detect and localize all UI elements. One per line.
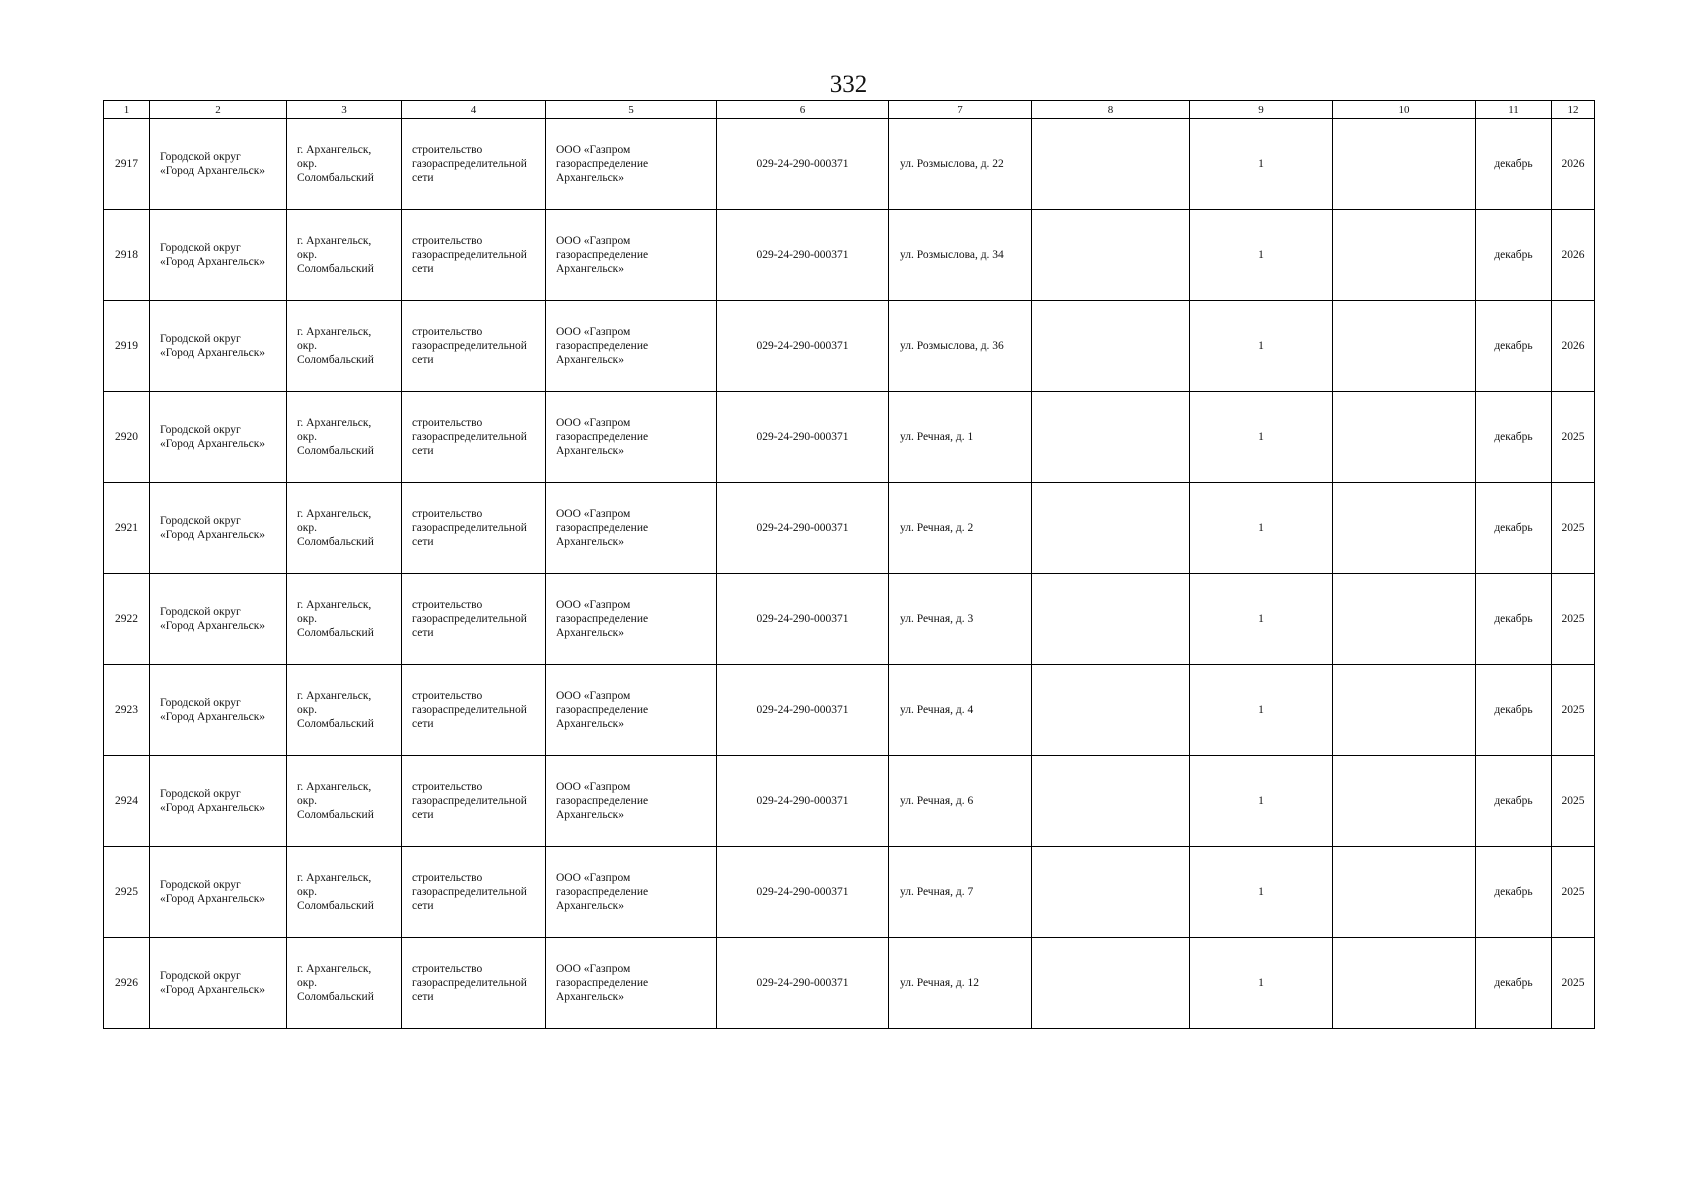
address-cell: ул. Речная, д. 3 — [889, 574, 1032, 665]
month-cell: декабрь — [1476, 392, 1552, 483]
cell-line: Архангельск» — [556, 627, 625, 639]
cell-line: окр. — [297, 886, 317, 898]
locality-cell — [287, 847, 402, 938]
cell-line: газораспределение — [556, 158, 649, 170]
cell-line: газораспределительной — [412, 340, 527, 352]
column-10-cell — [1333, 756, 1476, 847]
cell-line: «Город Архангельск» — [160, 620, 266, 632]
cell-line: окр. — [297, 249, 317, 261]
year-cell: 2026 — [1552, 119, 1595, 210]
row-number: 2922 — [104, 574, 150, 665]
organization-cell — [546, 938, 717, 1029]
address-cell: ул. Розмыслова, д. 34 — [889, 210, 1032, 301]
work-type-cell — [402, 756, 546, 847]
project-code-cell: 029-24-290-000371 — [717, 665, 889, 756]
table-row — [104, 847, 1595, 938]
cell-line: сети — [412, 900, 434, 912]
project-code-cell: 029-24-290-000371 — [717, 756, 889, 847]
cell-line: ООО «Газпром — [556, 690, 631, 702]
cell-line: г. Архангельск, — [297, 326, 372, 338]
cell-line: ООО «Газпром — [556, 781, 631, 793]
cell-line: Соломбальский — [297, 263, 374, 275]
cell-line: «Город Архангельск» — [160, 984, 266, 996]
cell-line: Соломбальский — [297, 718, 374, 730]
year-cell: 2026 — [1552, 210, 1595, 301]
cell-line: «Город Архангельск» — [160, 438, 266, 450]
cell-line: «Город Архангельск» — [160, 347, 266, 359]
locality-cell — [287, 756, 402, 847]
cell-line: сети — [412, 354, 434, 366]
year-cell: 2025 — [1552, 847, 1595, 938]
organization-cell — [546, 119, 717, 210]
column-10-cell — [1333, 392, 1476, 483]
cell-line: Архангельск» — [556, 900, 625, 912]
cell-line: газораспределительной — [412, 977, 527, 989]
row-number: 2917 — [104, 119, 150, 210]
work-type-cell — [402, 938, 546, 1029]
column-10-cell — [1333, 483, 1476, 574]
project-code-cell: 029-24-290-000371 — [717, 574, 889, 665]
locality-cell — [287, 210, 402, 301]
cell-line: Архангельск» — [556, 809, 625, 821]
quantity-cell: 1 — [1190, 574, 1333, 665]
cell-line: «Город Архангельск» — [160, 256, 266, 268]
month-cell: декабрь — [1476, 665, 1552, 756]
year-cell: 2025 — [1552, 574, 1595, 665]
cell-line: ООО «Газпром — [556, 417, 631, 429]
cell-line: окр. — [297, 522, 317, 534]
row-number: 2920 — [104, 392, 150, 483]
quantity-cell: 1 — [1190, 210, 1333, 301]
page-number: 332 — [829, 71, 868, 98]
year-cell: 2025 — [1552, 938, 1595, 1029]
cell-line: газораспределение — [556, 249, 649, 261]
cell-line: Городской округ — [160, 515, 241, 527]
quantity-cell: 1 — [1190, 847, 1333, 938]
locality-cell — [287, 938, 402, 1029]
column-10-cell — [1333, 847, 1476, 938]
cell-line: Соломбальский — [297, 354, 374, 366]
locality-cell — [287, 574, 402, 665]
column-number: 12 — [1552, 101, 1595, 119]
column-10-cell — [1333, 665, 1476, 756]
month-cell: декабрь — [1476, 938, 1552, 1029]
column-8-cell — [1032, 756, 1190, 847]
cell-line: строительство — [412, 508, 483, 520]
month-cell: декабрь — [1476, 210, 1552, 301]
column-8-cell — [1032, 119, 1190, 210]
organization-cell — [546, 756, 717, 847]
cell-line: ООО «Газпром — [556, 872, 631, 884]
cell-line: газораспределение — [556, 886, 649, 898]
project-code-cell: 029-24-290-000371 — [717, 847, 889, 938]
cell-line: г. Архангельск, — [297, 508, 372, 520]
cell-line: Городской округ — [160, 424, 241, 436]
cell-line: строительство — [412, 872, 483, 884]
column-number: 11 — [1476, 101, 1552, 119]
cell-line: Архангельск» — [556, 718, 625, 730]
municipality-cell — [150, 392, 287, 483]
cell-line: строительство — [412, 599, 483, 611]
row-number: 2925 — [104, 847, 150, 938]
cell-line: «Город Архангельск» — [160, 165, 266, 177]
cell-line: Городской округ — [160, 788, 241, 800]
project-code-cell: 029-24-290-000371 — [717, 119, 889, 210]
table-row — [104, 119, 1595, 210]
cell-line: строительство — [412, 326, 483, 338]
cell-line: ООО «Газпром — [556, 144, 631, 156]
organization-cell — [546, 847, 717, 938]
work-type-cell — [402, 301, 546, 392]
project-code-cell: 029-24-290-000371 — [717, 938, 889, 1029]
column-number: 5 — [546, 101, 717, 119]
cell-line: строительство — [412, 781, 483, 793]
year-cell: 2025 — [1552, 483, 1595, 574]
cell-line: Городской округ — [160, 970, 241, 982]
cell-line: г. Архангельск, — [297, 235, 372, 247]
cell-line: строительство — [412, 144, 483, 156]
table-row — [104, 756, 1595, 847]
column-number: 1 — [104, 101, 150, 119]
table-row — [104, 938, 1595, 1029]
month-cell: декабрь — [1476, 301, 1552, 392]
row-number: 2919 — [104, 301, 150, 392]
cell-line: сети — [412, 627, 434, 639]
cell-line: г. Архангельск, — [297, 781, 372, 793]
column-8-cell — [1032, 574, 1190, 665]
cell-line: «Город Архангельск» — [160, 893, 266, 905]
cell-line: газораспределение — [556, 795, 649, 807]
cell-line: ООО «Газпром — [556, 508, 631, 520]
table-row — [104, 301, 1595, 392]
table-row — [104, 483, 1595, 574]
column-8-cell — [1032, 847, 1190, 938]
organization-cell — [546, 210, 717, 301]
address-cell: ул. Розмыслова, д. 36 — [889, 301, 1032, 392]
month-cell: декабрь — [1476, 119, 1552, 210]
year-cell: 2025 — [1552, 756, 1595, 847]
column-8-cell — [1032, 665, 1190, 756]
cell-line: г. Архангельск, — [297, 144, 372, 156]
cell-line: сети — [412, 809, 434, 821]
column-10-cell — [1333, 574, 1476, 665]
cell-line: Соломбальский — [297, 809, 374, 821]
project-code-cell: 029-24-290-000371 — [717, 392, 889, 483]
organization-cell — [546, 301, 717, 392]
address-cell: ул. Речная, д. 2 — [889, 483, 1032, 574]
cell-line: г. Архангельск, — [297, 690, 372, 702]
cell-line: г. Архангельск, — [297, 872, 372, 884]
cell-line: Соломбальский — [297, 172, 374, 184]
organization-cell — [546, 483, 717, 574]
cell-line: Городской округ — [160, 879, 241, 891]
column-10-cell — [1333, 938, 1476, 1029]
locality-cell — [287, 665, 402, 756]
work-type-cell — [402, 119, 546, 210]
column-10-cell — [1333, 210, 1476, 301]
cell-line: Городской округ — [160, 151, 241, 163]
cell-line: «Город Архангельск» — [160, 529, 266, 541]
work-type-cell — [402, 392, 546, 483]
month-cell: декабрь — [1476, 574, 1552, 665]
year-cell: 2026 — [1552, 301, 1595, 392]
column-number: 3 — [287, 101, 402, 119]
cell-line: газораспределительной — [412, 522, 527, 534]
address-cell: ул. Речная, д. 6 — [889, 756, 1032, 847]
cell-line: газораспределительной — [412, 886, 527, 898]
municipality-cell — [150, 574, 287, 665]
table-row — [104, 210, 1595, 301]
cell-line: Архангельск» — [556, 354, 625, 366]
month-cell: декабрь — [1476, 756, 1552, 847]
cell-line: газораспределительной — [412, 158, 527, 170]
work-type-cell — [402, 574, 546, 665]
municipality-cell — [150, 210, 287, 301]
cell-line: газораспределение — [556, 977, 649, 989]
work-type-cell — [402, 847, 546, 938]
cell-line: Архангельск» — [556, 536, 625, 548]
municipality-cell — [150, 665, 287, 756]
cell-line: газораспределение — [556, 613, 649, 625]
cell-line: Архангельск» — [556, 991, 625, 1003]
municipality-cell — [150, 301, 287, 392]
table-row — [104, 574, 1595, 665]
municipality-cell — [150, 756, 287, 847]
cell-line: газораспределение — [556, 704, 649, 716]
cell-line: газораспределительной — [412, 613, 527, 625]
quantity-cell: 1 — [1190, 392, 1333, 483]
month-cell: декабрь — [1476, 483, 1552, 574]
address-cell: ул. Речная, д. 1 — [889, 392, 1032, 483]
row-number: 2926 — [104, 938, 150, 1029]
work-type-cell — [402, 483, 546, 574]
cell-line: газораспределение — [556, 431, 649, 443]
municipality-cell — [150, 847, 287, 938]
quantity-cell: 1 — [1190, 756, 1333, 847]
locality-cell — [287, 119, 402, 210]
cell-line: Архангельск» — [556, 445, 625, 457]
cell-line: ООО «Газпром — [556, 326, 631, 338]
project-code-cell: 029-24-290-000371 — [717, 483, 889, 574]
month-cell: декабрь — [1476, 847, 1552, 938]
row-number: 2918 — [104, 210, 150, 301]
cell-line: окр. — [297, 613, 317, 625]
column-number-row — [104, 101, 1595, 119]
column-10-cell — [1333, 119, 1476, 210]
column-number: 2 — [150, 101, 287, 119]
column-10-cell — [1333, 301, 1476, 392]
cell-line: г. Архангельск, — [297, 599, 372, 611]
locality-cell — [287, 483, 402, 574]
cell-line: сети — [412, 172, 434, 184]
cell-line: газораспределительной — [412, 795, 527, 807]
locality-cell — [287, 392, 402, 483]
organization-cell — [546, 665, 717, 756]
municipality-cell — [150, 119, 287, 210]
municipality-cell — [150, 938, 287, 1029]
cell-line: газораспределительной — [412, 431, 527, 443]
cell-line: сети — [412, 991, 434, 1003]
cell-line: окр. — [297, 158, 317, 170]
year-cell: 2025 — [1552, 665, 1595, 756]
table-body — [104, 119, 1595, 1029]
cell-line: газораспределение — [556, 340, 649, 352]
cell-line: сети — [412, 718, 434, 730]
cell-line: Соломбальский — [297, 536, 374, 548]
cell-line: Городской округ — [160, 697, 241, 709]
row-number: 2923 — [104, 665, 150, 756]
cell-line: ООО «Газпром — [556, 235, 631, 247]
cell-line: Архангельск» — [556, 263, 625, 275]
quantity-cell: 1 — [1190, 938, 1333, 1029]
quantity-cell: 1 — [1190, 301, 1333, 392]
address-cell: ул. Розмыслова, д. 22 — [889, 119, 1032, 210]
quantity-cell: 1 — [1190, 483, 1333, 574]
cell-line: окр. — [297, 977, 317, 989]
work-type-cell — [402, 210, 546, 301]
cell-line: Городской округ — [160, 606, 241, 618]
quantity-cell: 1 — [1190, 119, 1333, 210]
quantity-cell: 1 — [1190, 665, 1333, 756]
locality-cell — [287, 301, 402, 392]
work-type-cell — [402, 665, 546, 756]
cell-line: Соломбальский — [297, 900, 374, 912]
registry-table — [103, 100, 1595, 1029]
cell-line: газораспределительной — [412, 249, 527, 261]
column-8-cell — [1032, 938, 1190, 1029]
row-number: 2924 — [104, 756, 150, 847]
cell-line: строительство — [412, 235, 483, 247]
column-8-cell — [1032, 392, 1190, 483]
cell-line: Архангельск» — [556, 172, 625, 184]
cell-line: строительство — [412, 417, 483, 429]
cell-line: г. Архангельск, — [297, 963, 372, 975]
column-number: 9 — [1190, 101, 1333, 119]
municipality-cell — [150, 483, 287, 574]
cell-line: сети — [412, 445, 434, 457]
column-number: 7 — [889, 101, 1032, 119]
address-cell: ул. Речная, д. 12 — [889, 938, 1032, 1029]
cell-line: строительство — [412, 963, 483, 975]
column-number: 10 — [1333, 101, 1476, 119]
cell-line: Соломбальский — [297, 627, 374, 639]
cell-line: окр. — [297, 340, 317, 352]
column-number: 6 — [717, 101, 889, 119]
column-8-cell — [1032, 483, 1190, 574]
table-header — [104, 101, 1595, 119]
row-number: 2921 — [104, 483, 150, 574]
table-row — [104, 665, 1595, 756]
cell-line: газораспределение — [556, 522, 649, 534]
column-number: 8 — [1032, 101, 1190, 119]
cell-line: строительство — [412, 690, 483, 702]
cell-line: сети — [412, 263, 434, 275]
year-cell: 2025 — [1552, 392, 1595, 483]
organization-cell — [546, 574, 717, 665]
cell-line: газораспределительной — [412, 704, 527, 716]
cell-line: окр. — [297, 795, 317, 807]
column-8-cell — [1032, 301, 1190, 392]
table-row — [104, 392, 1595, 483]
cell-line: Городской округ — [160, 242, 241, 254]
cell-line: «Город Архангельск» — [160, 802, 266, 814]
cell-line: окр. — [297, 704, 317, 716]
column-number: 4 — [402, 101, 546, 119]
cell-line: г. Архангельск, — [297, 417, 372, 429]
cell-line: «Город Архангельск» — [160, 711, 266, 723]
organization-cell — [546, 392, 717, 483]
address-cell: ул. Речная, д. 7 — [889, 847, 1032, 938]
cell-line: Соломбальский — [297, 991, 374, 1003]
cell-line: Городской округ — [160, 333, 241, 345]
cell-line: окр. — [297, 431, 317, 443]
cell-line: Соломбальский — [297, 445, 374, 457]
project-code-cell: 029-24-290-000371 — [717, 210, 889, 301]
cell-line: ООО «Газпром — [556, 599, 631, 611]
cell-line: ООО «Газпром — [556, 963, 631, 975]
project-code-cell: 029-24-290-000371 — [717, 301, 889, 392]
cell-line: сети — [412, 536, 434, 548]
address-cell: ул. Речная, д. 4 — [889, 665, 1032, 756]
column-8-cell — [1032, 210, 1190, 301]
